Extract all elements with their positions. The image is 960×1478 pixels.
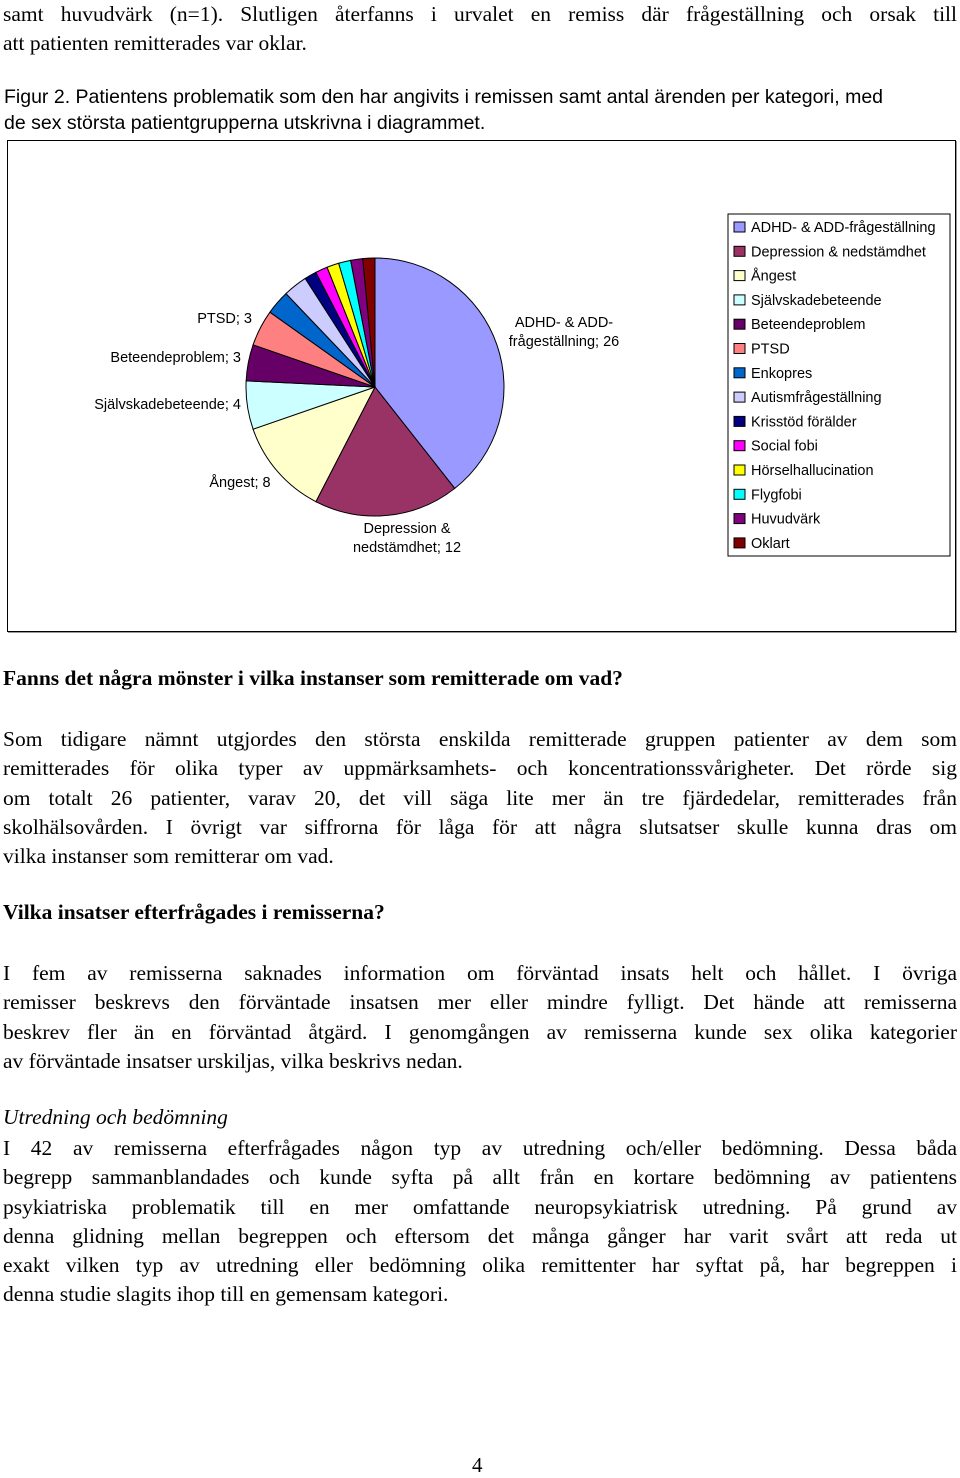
text-line: skolhälsovården. I övrigt var siffrorna för låga för att några slutsatser skulle kunna dras om: [3, 814, 957, 839]
text-line: remitterades för olika typer av uppmärksamhets- och koncentrationssvårigheter. Det rörde sig: [3, 756, 957, 781]
figure-caption: [4, 84, 960, 136]
pie-data-label: ADHD- & ADD-: [514, 315, 614, 331]
legend-swatch: [734, 319, 745, 329]
section-paragraph: [3, 1134, 957, 1310]
intro-paragraph: [3, 0, 957, 59]
pie-data-label: Depression &: [363, 521, 451, 537]
legend-swatch: [734, 514, 745, 524]
section-heading: Vilka insatser efterfrågades i remisserna?: [3, 900, 385, 924]
text-line: I fem av remisserna saknades information om förväntad insats helt och hållet. I övriga: [3, 961, 957, 985]
section-heading: Fanns det några mönster i vilka instanser som remitterade om vad?: [3, 666, 623, 690]
legend-swatch: [734, 489, 745, 499]
legend-label: Ångest: [751, 268, 797, 285]
legend-label: Autismfrågeställning: [751, 390, 882, 407]
caption-line: de sex största patientgrupperna utskrivna i diagrammet.: [4, 112, 486, 134]
section-paragraph: [3, 725, 957, 871]
legend-label: Självskadebeteende: [751, 292, 882, 309]
text-line: vilka instanser som remitterar om vad.: [3, 844, 334, 869]
chart-legend: [728, 214, 950, 556]
legend-swatch: [734, 246, 745, 256]
legend-label: Hörselhallucination: [751, 463, 874, 479]
legend-label: Enkopres: [751, 365, 813, 382]
caption-line: Figur 2. Patientens problematik som den har angivits i remissen samt antal ärenden per kategori, med: [4, 86, 884, 108]
text-line: Som tidigare nämnt utgjordes den största enskilda remitterade gruppen patienter av dem som: [3, 727, 957, 751]
text-line: beskrev fler än en förväntad åtgärd. I genomgången av remisserna kunde sex olika kategorier: [3, 1019, 957, 1044]
text-line: samt huvudvärk (n=1). Slutligen återfanns i urvalet en remiss där frågeställning och orsak till: [3, 2, 957, 26]
legend-label: Flygfobi: [751, 487, 802, 504]
pie-data-label: Beteendeproblem; 3: [110, 350, 241, 366]
legend-swatch: [734, 344, 745, 354]
text-line: om totalt 26 patienter, varav 20, det vill säga lite mer än tre fjärdedelar, remitterades från: [3, 785, 957, 810]
legend-label: Beteendeproblem: [751, 317, 866, 334]
text-line: remisser beskrevs den förväntade insatsen mer eller mindre fylligt. Det hände att remisserna: [3, 990, 957, 1015]
legend-swatch: [734, 465, 745, 475]
legend-swatch: [734, 368, 745, 378]
page-number: 4: [472, 1453, 483, 1477]
pie-data-label: Ångest; 8: [209, 475, 271, 491]
text-line: psykiatriska problematik till en mer omfattande neuropsykiatrisk utredning. På grund av: [3, 1194, 957, 1219]
text-line: exakt vilken typ av utredning eller bedömning olika remittenter har syftat på, har begreppen i: [3, 1253, 957, 1278]
legend-swatch: [734, 392, 745, 402]
section-subheading: Utredning och bedömning: [3, 1105, 228, 1129]
pie-data-label: frågeställning; 26: [508, 334, 620, 350]
legend-label: Depression & nedstämdhet: [751, 244, 926, 261]
pie-chart: [8, 141, 955, 631]
text-line: denna glidning mellan begreppen och eftersom det många gånger har varit svårt att reda ut: [3, 1223, 957, 1248]
legend-swatch: [734, 538, 745, 548]
pie-data-label: nedstämdhet; 12: [352, 540, 462, 556]
legend-swatch: [734, 416, 745, 426]
legend-swatch: [734, 295, 745, 305]
text-line: av förväntade insatser urskiljas, vilka beskrivs nedan.: [3, 1048, 463, 1073]
legend-label: PTSD: [751, 341, 790, 358]
pie-data-label: PTSD; 3: [197, 311, 252, 327]
legend-box: [728, 214, 950, 556]
pie-data-label: Självskadebeteende; 4: [94, 397, 241, 413]
section-paragraph: [3, 959, 957, 1076]
legend-swatch: [734, 222, 745, 232]
legend-label: ADHD- & ADD-frågeställning: [751, 220, 936, 236]
legend-label: Krisstöd förälder: [751, 414, 857, 431]
legend-label: Social fobi: [751, 438, 818, 455]
legend-label: Huvudvärk: [751, 511, 821, 528]
text-line: begrepp sammanblandades och kunde syfta på allt från en kortare bedömning av patientens: [3, 1165, 957, 1190]
pie-chart-figure: [7, 140, 956, 632]
text-line: denna studie slagits ihop till en gemensam kategori.: [3, 1282, 449, 1307]
text-line: I 42 av remisserna efterfrågades någon typ av utredning och/eller bedömning. Dessa båda: [3, 1136, 957, 1160]
legend-label: Oklart: [751, 535, 790, 552]
pie-slices: [246, 258, 504, 516]
legend-swatch: [734, 441, 745, 451]
text-line: att patienten remitterades var oklar.: [3, 31, 307, 56]
legend-swatch: [734, 271, 745, 281]
